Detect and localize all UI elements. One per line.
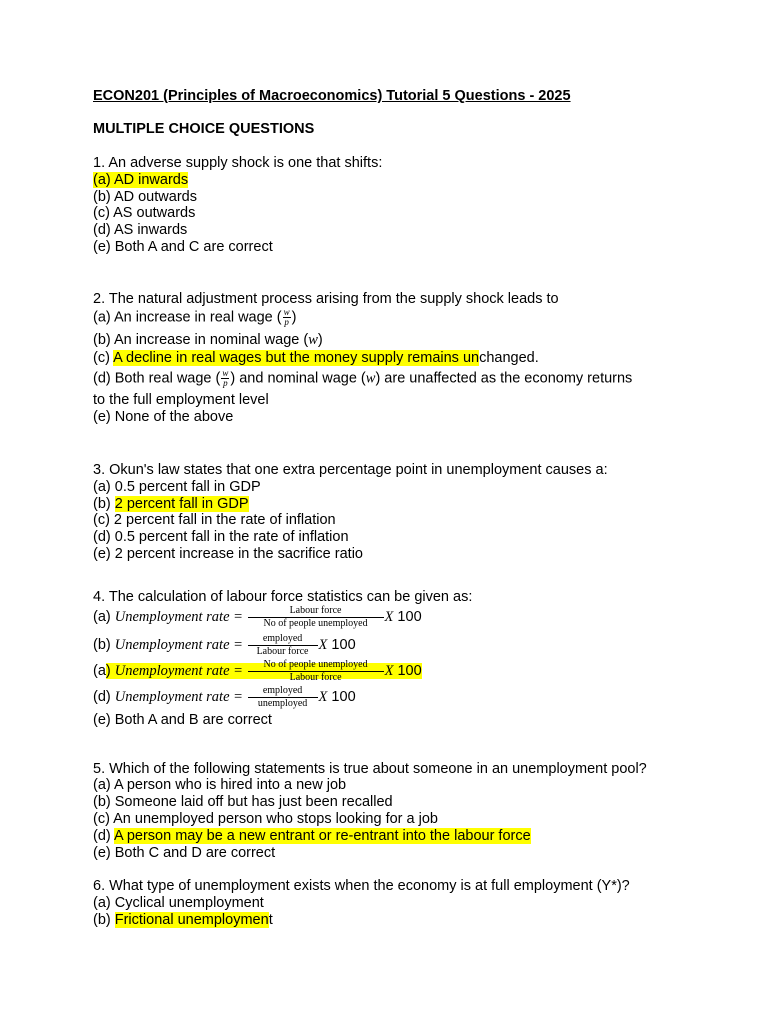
q2-stem: 2. The natural adjustment process arising from the supply shock leads to bbox=[93, 291, 559, 307]
q2-c-prefix: (c) bbox=[93, 350, 114, 366]
q4-b-hundred: 100 bbox=[327, 637, 356, 653]
q3-option-a: (a) 0.5 percent fall in GDP bbox=[93, 479, 261, 495]
q4-a-num: Labour force bbox=[248, 606, 384, 618]
q5-d-highlight: A person may be a new entrant or re-entrant into the labour force bbox=[113, 828, 531, 844]
q5-d-prefix: (d) bbox=[93, 828, 114, 844]
q2-d-w: w bbox=[365, 370, 376, 387]
q1-stem: 1. An adverse supply shock is one that shifts: bbox=[93, 155, 383, 171]
q4-a-fraction bbox=[248, 606, 384, 629]
q1-option-e: (e) Both A and C are correct bbox=[93, 239, 273, 255]
q6-b-highlight: Frictional unemploymen bbox=[114, 912, 269, 928]
q5-option-d bbox=[93, 828, 531, 845]
q5-option-c: (c) An unemployed person who stops looking for a job bbox=[93, 811, 438, 827]
q2-a-fraction bbox=[283, 308, 291, 327]
q6-b-rest: t bbox=[268, 912, 273, 928]
q1-option-d: (d) AS inwards bbox=[93, 222, 188, 238]
q4-d-label: (d) bbox=[93, 689, 115, 705]
q4-b-num: employed bbox=[248, 634, 318, 646]
q3-option-d: (d) 0.5 percent fall in the rate of inflation bbox=[93, 529, 349, 545]
q2-a-frac-den: p bbox=[284, 317, 289, 327]
q4-a-den: No of people unemployed bbox=[263, 617, 368, 629]
q3-option-b bbox=[93, 496, 249, 513]
q3-b-highlight: 2 percent fall in GDP bbox=[114, 496, 249, 512]
q2-d-fraction bbox=[221, 369, 229, 388]
q4-b-den: Labour force bbox=[256, 645, 309, 657]
document-title: ECON201 (Principles of Macroeconomics) Tutorial 5 Questions - 2025 bbox=[93, 88, 571, 104]
q6-option-a: (a) Cyclical unemployment bbox=[93, 895, 264, 911]
q4-a-hundred: 100 bbox=[393, 609, 422, 625]
q2-option-d-cont: to the full employment level bbox=[93, 392, 269, 408]
q4-option-a bbox=[93, 604, 422, 630]
q5-stem: 5. Which of the following statements is true about someone in an unemployment pool? bbox=[93, 761, 647, 777]
q4-b-label: (b) bbox=[93, 637, 115, 653]
q2-a-close: ) bbox=[291, 309, 297, 326]
q2-option-b-text: (b) An increase in nominal wage ( bbox=[93, 332, 309, 348]
q2-option-c bbox=[93, 350, 539, 367]
q4-d-hundred: 100 bbox=[327, 689, 356, 705]
q5-option-e: (e) Both C and D are correct bbox=[93, 845, 276, 861]
q2-d-mid: ) and nominal wage ( bbox=[230, 370, 366, 387]
q1-option-c: (c) AS outwards bbox=[93, 205, 196, 221]
q1-option-a bbox=[93, 172, 188, 189]
q4-a-times: X bbox=[384, 609, 394, 625]
q4-a-lhs: Unemployment rate = bbox=[114, 609, 247, 625]
q4-c-times: X bbox=[384, 663, 394, 679]
q2-d-frac-num: w bbox=[222, 368, 229, 378]
q1-option-b: (b) AD outwards bbox=[93, 189, 197, 205]
q4-option-e: (e) Both A and B are correct bbox=[93, 712, 272, 728]
q4-b-times: X bbox=[318, 637, 328, 653]
q1-option-a-highlight: (a) AD inwards bbox=[93, 172, 189, 188]
q4-c-label-hl: ) bbox=[105, 663, 115, 679]
q2-d-end: ) are unaffected as the economy returns bbox=[375, 370, 633, 387]
q2-d-frac-den: p bbox=[223, 378, 228, 388]
q2-b-close: ) bbox=[317, 332, 323, 348]
q4-d-times: X bbox=[318, 689, 328, 705]
q4-b-fraction bbox=[248, 634, 318, 657]
q3-stem: 3. Okun's law states that one extra percentage point in unemployment causes a: bbox=[93, 462, 608, 478]
q2-c-highlight: A decline in real wages but the money supply remains un bbox=[113, 350, 480, 366]
q4-option-b bbox=[93, 632, 356, 658]
q2-option-e: (e) None of the above bbox=[93, 409, 234, 425]
q2-option-b bbox=[93, 332, 323, 349]
q4-a-label: (a) bbox=[93, 609, 115, 625]
q2-option-a-text: (a) An increase in real wage ( bbox=[93, 309, 282, 326]
q2-option-a bbox=[93, 308, 296, 327]
q4-c-num: No of people unemployed bbox=[248, 660, 384, 672]
q5-option-b: (b) Someone laid off but has just been recalled bbox=[93, 794, 393, 810]
q4-c-den: Labour force bbox=[289, 671, 342, 683]
q2-b-w: w bbox=[308, 332, 318, 348]
section-heading: MULTIPLE CHOICE QUESTIONS bbox=[93, 121, 315, 137]
q4-d-num: employed bbox=[248, 686, 318, 698]
q4-c-fraction bbox=[248, 660, 384, 683]
q4-c-hundred: 100 bbox=[393, 663, 422, 679]
q4-c-label: (a bbox=[93, 663, 106, 679]
q4-c-highlight bbox=[105, 658, 422, 683]
q2-d-text: (d) Both real wage ( bbox=[93, 370, 221, 387]
q4-d-fraction bbox=[248, 686, 318, 709]
q4-d-lhs: Unemployment rate = bbox=[114, 689, 247, 705]
q6-b-prefix: (b) bbox=[93, 912, 115, 928]
q4-option-c bbox=[93, 658, 422, 684]
q3-option-c: (c) 2 percent fall in the rate of inflation bbox=[93, 512, 336, 528]
q6-stem: 6. What type of unemployment exists when the economy is at full employment (Y*)? bbox=[93, 878, 630, 894]
q2-option-d bbox=[93, 369, 632, 388]
q5-option-a: (a) A person who is hired into a new job bbox=[93, 777, 347, 793]
q6-option-b bbox=[93, 912, 273, 929]
q4-b-lhs: Unemployment rate = bbox=[114, 637, 247, 653]
q3-b-prefix: (b) bbox=[93, 496, 115, 512]
q2-c-rest: changed. bbox=[479, 350, 539, 366]
q2-a-frac-num: w bbox=[283, 307, 290, 317]
q4-d-den: unemployed bbox=[257, 697, 308, 709]
q3-option-e: (e) 2 percent increase in the sacrifice ratio bbox=[93, 546, 363, 562]
q4-stem: 4. The calculation of labour force statistics can be given as: bbox=[93, 589, 473, 605]
q4-c-lhs: Unemployment rate = bbox=[114, 663, 247, 679]
q4-option-d bbox=[93, 684, 356, 710]
